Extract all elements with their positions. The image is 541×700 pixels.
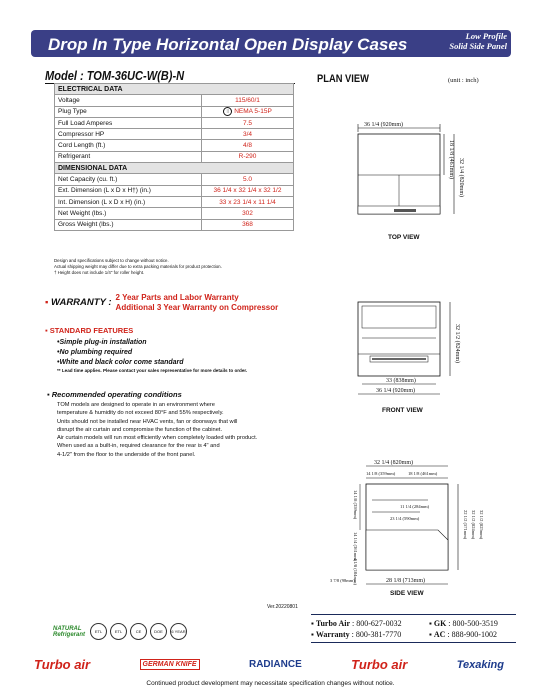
front-outer-width-label: 36 1/4 (920mm) [376, 388, 415, 394]
recommended-line: TOM models are designed to operate in an environment where [57, 402, 215, 408]
warranty-line: 2 Year Parts and Labor Warranty [115, 293, 239, 302]
side-k-label: 32 1/2 (824mm) [471, 510, 476, 540]
front-view-diagram [330, 296, 510, 406]
side-i-label: 28 1/8 (713mm) [386, 578, 425, 584]
model-label: Model : TOM-36UC-W(B)-N [45, 68, 185, 83]
bullet-icon: ▪ [45, 297, 52, 308]
certifications [53, 623, 187, 640]
warranty-block [45, 293, 278, 312]
side-view-diagram [328, 460, 518, 595]
recommended-line: disrupt the air curtain and compromise the function of the cabinet. [57, 426, 223, 433]
nema-plug-icon: ⁞⁞ [223, 107, 232, 116]
top-depth1-label: 18 1/8 (461mm) [448, 140, 454, 179]
fine-print [54, 258, 222, 276]
front-height-label: 32 1/2 (824mm) [454, 324, 460, 363]
row-value: 302 [202, 208, 294, 219]
front-view-label: FRONT VIEW [382, 407, 423, 414]
dimensional-heading: DIMENSIONAL DATA [55, 163, 294, 174]
contact-cell: ▪ Turbo Air : 800-627-0032 [311, 619, 402, 628]
table-row [55, 219, 294, 230]
table-row [55, 117, 294, 128]
table-row [55, 140, 294, 151]
contact-label: Warranty [315, 630, 350, 639]
turbo-air-logo: Turbo air [34, 657, 91, 672]
front-inner-width-label: 33 (838mm) [386, 378, 416, 384]
contact-cell: ▪ AC : 888-900-1002 [429, 630, 497, 639]
side-l-label: 32 1/2 (825mm) [479, 510, 484, 540]
row-value: 4/8 [202, 140, 294, 151]
top-view-label: TOP VIEW [388, 234, 420, 241]
top-depth2-label: 32 1/4 (820mm) [458, 158, 464, 197]
contact-label: Turbo Air [315, 619, 351, 628]
side-c-label: 11 1/4 (284mm) [400, 504, 430, 509]
list-item: • Simple plug-in installation [57, 338, 184, 348]
doe-logo: DOE [150, 623, 167, 640]
table-row [55, 174, 294, 185]
table-row [55, 151, 294, 162]
natural-refrigerant-logo: NATURAL Refrigerant [53, 625, 86, 638]
warranty-line: Additional 3 Year Warranty on Compressor [115, 302, 279, 312]
contact-label: AC [433, 630, 446, 639]
side-total-label: 32 1/4 (820mm) [374, 460, 413, 466]
table-row [55, 95, 294, 106]
recommended-line: Air curtain models will run most efficiently when completely loaded with product. [57, 435, 258, 442]
bullet-icon: ▪ [45, 326, 50, 335]
contact-value: 888-900-1002 [451, 630, 497, 639]
warranty-label-text: WARRANTY : [51, 297, 112, 308]
row-label: Int. Dimension (L x D x H) (in.) [55, 196, 202, 207]
contact-row [311, 618, 516, 629]
header-subtitle [449, 31, 507, 51]
contact-row [311, 629, 516, 640]
row-label: Cord Length (ft.) [55, 140, 202, 151]
turbo-air-logo-2: Turbo air [351, 657, 408, 672]
german-knife-logo: GERMAN KNIFE [140, 659, 200, 670]
row-value: 7.5 [202, 117, 294, 128]
fine-print-line: Actual shipping weight may differ due to extra packing materials for product protection. [54, 264, 222, 269]
contact-value: 800-627-0032 [356, 619, 402, 628]
row-label: Refrigerant [55, 151, 202, 162]
side-a-label: 14 1/8 (359mm) [366, 471, 396, 476]
row-value: 368 [202, 219, 294, 230]
features-note: ** Lead time applies. Please contact your sales representative for more details to order. [57, 368, 248, 373]
contact-value: 800-381-7770 [355, 630, 402, 639]
electrical-heading: ELECTRICAL DATA [55, 84, 294, 95]
table-row [55, 196, 294, 207]
brand-bar [34, 657, 504, 672]
spec-table [54, 83, 294, 231]
recommended-line: 4-1/2" from the floor to the underside of the front panel. [57, 451, 196, 458]
contact-label: GK [433, 619, 447, 628]
fine-print-line: † Height does not include 1/4" for roller height. [54, 270, 145, 275]
row-label: Compressor HP [55, 129, 202, 140]
side-h-label: 3 7/8 (98mm) [330, 578, 355, 583]
recommended-body [57, 401, 297, 459]
row-label: Ext. Dimension (L x D x H†) (in.) [55, 185, 202, 196]
side-f-label: 14 1/4 (361mm) [353, 532, 358, 562]
contact-cell: ▪ Warranty : 800-381-7770 [311, 630, 402, 639]
row-label: Gross Weight (lbs.) [55, 219, 202, 230]
row-label: Plug Type [55, 106, 202, 117]
table-row [55, 129, 294, 140]
contact-cell: ▪ GK : 800-500-3519 [429, 619, 498, 628]
ce-logo: CE [130, 623, 147, 640]
row-label: Voltage [55, 95, 202, 106]
row-value [202, 106, 294, 117]
side-view-label: SIDE VIEW [390, 590, 424, 597]
etl-logo: ETL [90, 623, 107, 640]
model-heading [45, 67, 295, 84]
row-value: 36 1/4 x 32 1/4 x 32 1/2 [202, 185, 294, 196]
row-label: Full Load Amperes [55, 117, 202, 128]
recommended-line: When used as a built-in, required clearance for the rear is 4" and [57, 443, 220, 450]
side-g-label: 4 1/8 (104mm) [353, 558, 358, 585]
row-label: Net Weight (lbs.) [55, 208, 202, 219]
row-value: 3/4 [202, 129, 294, 140]
row-value: 115/60/1 [202, 95, 294, 106]
row-value: 5.0 [202, 174, 294, 185]
electrical-heading-row [55, 84, 294, 95]
side-e-label: 14 1/8 (359mm) [353, 490, 358, 520]
plan-view-title: PLAN VIEW [317, 73, 369, 85]
row-label: Net Capacity (cu. ft.) [55, 174, 202, 185]
footer-note: Continued product development may necessitate specification changes without notice. [146, 680, 395, 687]
unit-label: (unit : inch) [448, 77, 479, 84]
contact-value: 800-500-3519 [452, 619, 498, 628]
warranty-label [45, 297, 112, 308]
radiance-logo: RADIANCE [248, 659, 302, 670]
dimensional-heading-row [55, 163, 294, 174]
features-title [45, 326, 133, 335]
warranty-logo: 6 YEAR [170, 623, 187, 640]
recommended-title [47, 390, 182, 399]
plug-type-value: NEMA 5-15P [234, 108, 272, 116]
side-b-label: 18 1/8 (461mm) [408, 471, 438, 476]
recommended-line: temperature & humidity do not exceed 80°F and 55% respectively. [57, 410, 224, 417]
row-value: 33 x 23 1/4 x 11 1/4 [202, 196, 294, 207]
contact-block [311, 614, 516, 643]
version-label: Ver.20220801 [267, 604, 298, 610]
features-title-text: STANDARD FEATURES [49, 326, 134, 335]
table-row [55, 185, 294, 196]
subtitle-line2: Solid Side Panel [449, 41, 507, 51]
row-value: R-290 [202, 151, 294, 162]
side-d-label: 23 1/4 (590mm) [390, 516, 420, 521]
warranty-details [116, 293, 279, 312]
etl-sanitation-logo: ETL [110, 623, 127, 640]
features-list [57, 338, 184, 368]
list-item: • White and black color come standard [57, 358, 184, 368]
recommended-title-text: Recommended operating conditions [51, 390, 182, 399]
texaking-logo: Texaking [456, 658, 504, 671]
page-title: Drop In Type Horizontal Open Display Cases [48, 35, 408, 54]
list-item: • No plumbing required [57, 348, 184, 358]
recommended-line: Units should not be installed near HVAC vents, fan or doorways that will [57, 418, 238, 425]
fine-print-line: Design and specifications subject to change without notice. [54, 258, 169, 263]
top-width-label: 36 1/4 (920mm) [364, 122, 403, 128]
bullet-icon: ▪ [47, 390, 52, 399]
subtitle-line1: Low Profile [465, 31, 507, 41]
table-row [55, 208, 294, 219]
side-j-label: 22 1/2 (571mm) [463, 510, 468, 540]
table-row [55, 106, 294, 117]
top-view-diagram [330, 118, 510, 228]
